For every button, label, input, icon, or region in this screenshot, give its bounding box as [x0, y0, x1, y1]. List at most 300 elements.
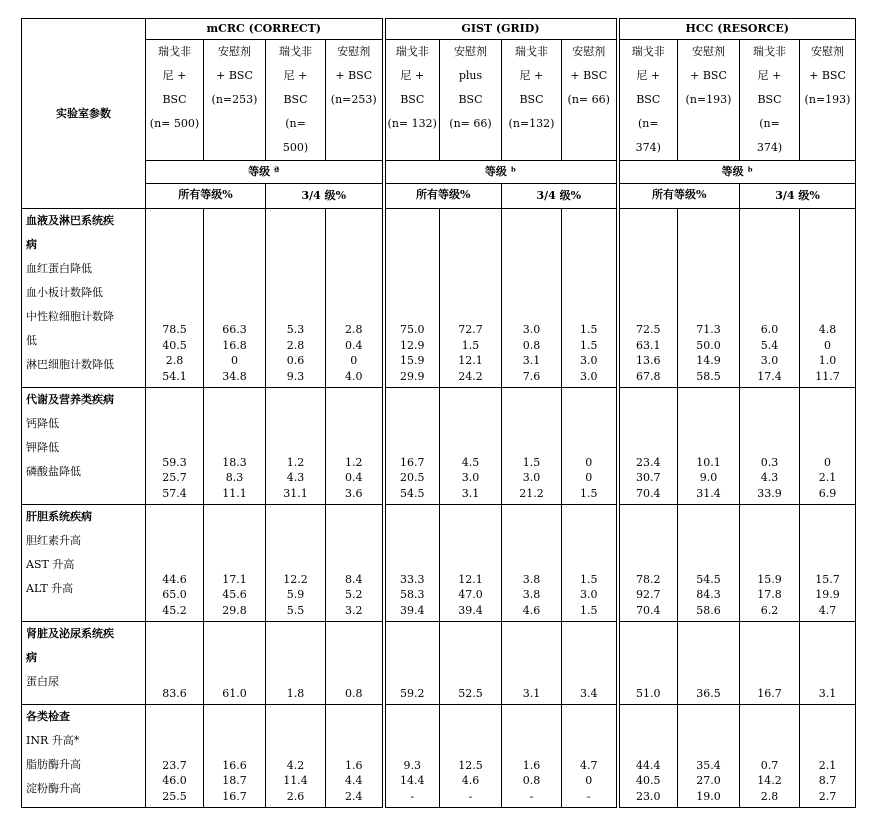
value-cell-1-5	[440, 388, 502, 505]
value: 66.3	[222, 323, 247, 336]
value-cell-4-11	[800, 705, 856, 808]
value-cell-1-1	[204, 388, 266, 505]
value: 5.5	[286, 603, 305, 617]
item-label: ALT 升高	[26, 582, 74, 595]
value: 1.5	[461, 338, 480, 352]
value: 3.2	[345, 603, 363, 617]
value: 0.8	[522, 774, 541, 787]
value: 59.3	[162, 455, 187, 469]
value: 0	[824, 338, 831, 352]
item-label: 淋巴细胞计数降低	[26, 358, 114, 371]
value: 16.6	[222, 758, 247, 772]
value: 20.5	[400, 471, 425, 484]
value: 50.0	[696, 338, 721, 352]
value-cell-1-6	[502, 388, 562, 505]
value: 16.7	[222, 789, 247, 803]
arm-line: BSC	[458, 93, 483, 106]
arm-line: 瑞戈非	[158, 45, 191, 58]
value: 5.4	[760, 338, 779, 352]
value: 2.8	[760, 789, 779, 803]
value-cell-1-11	[800, 388, 856, 505]
header-row-grade-split	[22, 184, 856, 209]
arm-line: + BSC	[809, 69, 846, 82]
arm-line: 374)	[635, 141, 661, 154]
value: 8.4	[345, 572, 363, 586]
value: 31.4	[696, 486, 721, 500]
arm-line: (n=	[637, 117, 659, 130]
value-cell-2-11	[800, 505, 856, 622]
arm-line: 尼 +	[162, 69, 187, 82]
value: 23.4	[636, 455, 661, 469]
value: 23.7	[162, 758, 187, 772]
value-cell-3-7	[562, 622, 618, 705]
arm-cell-1-3	[562, 40, 618, 161]
value-cell-2-8	[618, 505, 678, 622]
item-label: 低	[26, 334, 37, 347]
value: 78.2	[636, 572, 661, 586]
value-cell-3-11	[800, 622, 856, 705]
value: 35.4	[696, 758, 721, 772]
value: 0.4	[345, 471, 363, 484]
value-cell-0-10	[740, 209, 800, 388]
value: 72.5	[636, 323, 661, 336]
value-cell-3-3	[326, 622, 384, 705]
value: 18.7	[222, 774, 247, 787]
table-body	[22, 209, 856, 808]
value: 67.8	[636, 369, 661, 383]
value: 0	[585, 455, 593, 469]
value: 31.1	[283, 486, 308, 500]
value: 57.4	[162, 486, 187, 500]
value-cell-0-6	[502, 209, 562, 388]
value: 29.9	[400, 369, 425, 383]
value: 19.9	[815, 588, 840, 601]
value: 3.0	[522, 471, 541, 484]
value: 16.8	[222, 338, 247, 352]
value: 4.4	[345, 774, 363, 787]
value: 6.9	[818, 486, 837, 500]
value: 8.3	[225, 471, 244, 484]
value: 9.0	[699, 471, 718, 484]
study-title-0: mCRC (CORRECT)	[146, 19, 384, 40]
value-cell-2-5	[440, 505, 502, 622]
arm-cell-1-0	[384, 40, 440, 161]
value: 17.8	[757, 588, 782, 601]
value: 3.1	[461, 486, 480, 500]
value: 24.2	[458, 369, 483, 383]
value-cell-4-5	[440, 705, 502, 808]
value: 84.3	[696, 588, 721, 601]
arm-line: BSC	[636, 93, 661, 106]
arm-line: (n= 132)	[387, 117, 437, 130]
arm-line: BSC	[757, 93, 782, 106]
value: 33.3	[400, 572, 425, 586]
value: 5.3	[286, 323, 305, 336]
item-label: 中性粒细胞计数降	[26, 310, 114, 323]
value: 45.2	[162, 603, 187, 617]
value: 54.1	[162, 369, 187, 383]
value: 1.2	[345, 455, 363, 469]
value: 0.7	[760, 758, 779, 772]
value: 0.6	[286, 354, 305, 367]
value: 4.6	[461, 774, 480, 787]
value: 0.3	[760, 455, 779, 469]
value: 70.4	[636, 603, 661, 617]
value: 83.6	[162, 686, 187, 700]
value: 51.0	[636, 686, 661, 700]
value-cell-0-9	[678, 209, 740, 388]
value: 16.7	[400, 455, 425, 469]
section-title: 各类检查	[26, 710, 70, 723]
value: 4.3	[760, 471, 779, 484]
value: 36.5	[696, 686, 721, 700]
arm-line: 瑞戈非	[753, 45, 786, 58]
value-cell-0-7	[562, 209, 618, 388]
arm-line: 瑞戈非	[395, 45, 429, 58]
study-title-2: HCC (RESORCE)	[618, 19, 856, 40]
arm-cell-0-0	[146, 40, 204, 161]
value: 1.6	[345, 758, 363, 772]
section-row-4	[22, 705, 856, 808]
value: 12.1	[458, 572, 483, 586]
arm-cell-2-0	[618, 40, 678, 161]
section-label-cell-1	[22, 388, 146, 505]
value: 29.8	[222, 603, 247, 617]
value-cell-1-9	[678, 388, 740, 505]
header-row-grade	[22, 161, 856, 184]
value-cell-3-9	[678, 622, 740, 705]
arm-line: 安慰剂	[337, 45, 371, 58]
all-grades-0: 所有等级%	[146, 184, 266, 209]
arm-cell-0-2	[266, 40, 326, 161]
arm-line: plus	[458, 69, 483, 82]
section-title: 代谢及营养类疾病	[26, 393, 114, 406]
value-cell-1-4	[384, 388, 440, 505]
value: 59.2	[400, 686, 425, 700]
value-cell-0-1	[204, 209, 266, 388]
value: 1.8	[286, 686, 305, 700]
value: 4.7	[818, 603, 837, 617]
value: 1.5	[580, 572, 598, 586]
value-cell-2-10	[740, 505, 800, 622]
item-label: 蛋白尿	[26, 675, 59, 688]
value: 1.6	[522, 758, 541, 772]
value: 0.4	[345, 338, 363, 352]
section-label-cell-2	[22, 505, 146, 622]
value-cell-4-6	[502, 705, 562, 808]
all-grades-1: 所有等级%	[384, 184, 502, 209]
value-cell-0-3	[326, 209, 384, 388]
value: 54.5	[400, 486, 425, 500]
section-title: 病	[26, 238, 37, 251]
value: 47.0	[458, 588, 483, 601]
value: 6.0	[760, 323, 779, 336]
value: 7.6	[522, 369, 541, 383]
section-label-cell-4	[22, 705, 146, 808]
value-cell-1-7	[562, 388, 618, 505]
grade-label-0: 等级 ª	[146, 161, 384, 184]
section-label-cell-3	[22, 622, 146, 705]
arm-line: 尼 +	[519, 69, 544, 82]
value: 15.7	[815, 572, 840, 586]
value-cell-3-6	[502, 622, 562, 705]
study-title-1: GIST (GRID)	[384, 19, 618, 40]
value: 5.2	[345, 588, 363, 601]
value-cell-2-3	[326, 505, 384, 622]
value: 5.9	[286, 588, 305, 601]
item-label: AST 升高	[26, 558, 75, 571]
value: 2.8	[165, 354, 184, 367]
section-row-0	[22, 209, 856, 388]
value: 3.8	[522, 588, 541, 601]
grade34-0: 3/4 级%	[266, 184, 384, 209]
table-header	[22, 19, 856, 209]
value: 27.0	[696, 774, 721, 787]
value: 4.5	[461, 455, 480, 469]
arm-line: 瑞戈非	[515, 45, 548, 58]
section-row-1	[22, 388, 856, 505]
value: 12.1	[458, 354, 483, 367]
value: 92.7	[636, 588, 661, 601]
value-cell-4-9	[678, 705, 740, 808]
value-cell-2-9	[678, 505, 740, 622]
value: 2.8	[345, 323, 363, 336]
value: 58.6	[696, 603, 721, 617]
arm-line: 500)	[282, 141, 309, 154]
arm-cell-1-2	[502, 40, 562, 161]
arm-line: 尼 +	[283, 69, 308, 82]
value: 3.8	[522, 572, 541, 586]
value: 3.1	[522, 354, 541, 367]
item-label: 脂肪酶升高	[26, 758, 81, 771]
value-cell-3-8	[618, 622, 678, 705]
arm-line: + BSC	[216, 69, 253, 82]
value: 21.2	[519, 486, 544, 500]
value-cell-3-10	[740, 622, 800, 705]
value: 14.2	[757, 774, 782, 787]
arm-line: (n=253)	[330, 93, 377, 106]
value-cell-2-7	[562, 505, 618, 622]
value: 2.8	[286, 338, 305, 352]
value-cell-0-8	[618, 209, 678, 388]
value-cell-4-7	[562, 705, 618, 808]
value: 1.2	[286, 455, 305, 469]
arm-cell-1-1	[440, 40, 502, 161]
value: 12.2	[283, 572, 308, 586]
arm-line: (n=	[759, 117, 780, 130]
value: 4.8	[818, 323, 837, 336]
value: 1.5	[580, 323, 598, 336]
arm-cell-2-1	[678, 40, 740, 161]
arm-line: 374)	[756, 141, 783, 154]
value: 44.4	[636, 758, 661, 772]
value: 1.0	[818, 354, 837, 367]
value-cell-1-8	[618, 388, 678, 505]
value: 17.4	[757, 369, 782, 383]
value-cell-0-11	[800, 209, 856, 388]
value: 9.3	[403, 758, 421, 772]
section-title: 肾脏及泌尿系统疾	[26, 627, 114, 640]
value-cell-1-0	[146, 388, 204, 505]
arm-line: 瑞戈非	[631, 45, 665, 58]
value: 0.8	[522, 338, 541, 352]
value: -	[586, 789, 591, 803]
value: 58.5	[696, 369, 721, 383]
section-title: 病	[26, 651, 37, 664]
value: -	[529, 789, 534, 803]
param-header-cell: 实验室参数	[22, 19, 146, 209]
value: 17.1	[222, 572, 247, 586]
value: 3.4	[580, 686, 598, 700]
value: 1.5	[580, 338, 598, 352]
value: 1.5	[522, 455, 541, 469]
value: 46.0	[162, 774, 187, 787]
value: 1.5	[580, 603, 598, 617]
value: 0	[350, 354, 358, 367]
value: 4.3	[286, 471, 305, 484]
value: 9.3	[286, 369, 305, 383]
value: 1.5	[580, 486, 598, 500]
value: 2.4	[345, 789, 363, 803]
value-cell-1-3	[326, 388, 384, 505]
grade34-1: 3/4 级%	[502, 184, 618, 209]
value: 2.1	[818, 758, 837, 772]
section-title: 血液及淋巴系统疾	[26, 214, 114, 227]
arm-line: (n= 66)	[567, 93, 610, 106]
value-cell-3-2	[266, 622, 326, 705]
value: 34.8	[222, 369, 247, 383]
arm-line: 瑞戈非	[279, 45, 312, 58]
value: 4.6	[522, 603, 541, 617]
value: 70.4	[636, 486, 661, 500]
arm-cell-0-1	[204, 40, 266, 161]
value: 0	[231, 354, 238, 367]
value-cell-4-8	[618, 705, 678, 808]
value: 18.3	[222, 455, 247, 469]
value: 39.4	[400, 603, 425, 617]
value: -	[468, 789, 473, 803]
value: 2.7	[818, 789, 837, 803]
arm-line: + BSC	[335, 69, 373, 82]
value: 19.0	[696, 789, 721, 803]
arm-cell-2-2	[740, 40, 800, 161]
value: 61.0	[222, 686, 247, 700]
grade34-2: 3/4 级%	[740, 184, 856, 209]
value: 3.0	[461, 471, 480, 484]
value: 3.6	[345, 486, 363, 500]
value: 3.1	[522, 686, 541, 700]
all-grades-2: 所有等级%	[618, 184, 740, 209]
header-row-arms	[22, 40, 856, 161]
arm-line: BSC	[283, 93, 308, 106]
grade-label-2: 等级 ᵇ	[618, 161, 856, 184]
arm-line: BSC	[519, 93, 544, 106]
arm-line: (n=193)	[685, 93, 732, 106]
arm-cell-0-3	[326, 40, 384, 161]
value: 16.7	[757, 686, 782, 700]
arm-line: 安慰剂	[572, 45, 606, 58]
value-cell-1-10	[740, 388, 800, 505]
arm-line: (n=193)	[804, 93, 851, 106]
arm-line: BSC	[400, 93, 425, 106]
value: 12.9	[400, 338, 425, 352]
arm-cell-2-3	[800, 40, 856, 161]
value: 3.1	[818, 686, 837, 700]
value: 3.0	[522, 323, 541, 336]
value: 14.4	[400, 774, 425, 787]
value-cell-2-6	[502, 505, 562, 622]
value: 78.5	[162, 323, 187, 336]
value-cell-4-1	[204, 705, 266, 808]
value: 0.8	[345, 686, 363, 700]
value: -	[410, 789, 415, 803]
grade-label-1: 等级 ᵇ	[384, 161, 618, 184]
value: 65.0	[162, 588, 187, 601]
arm-line: (n=	[285, 117, 306, 130]
value: 45.6	[222, 588, 247, 601]
item-label: 钙降低	[26, 417, 59, 430]
arm-line: 尼 +	[636, 69, 661, 82]
value: 11.7	[815, 369, 840, 383]
value: 10.1	[696, 455, 721, 469]
item-label: 血红蛋白降低	[26, 262, 92, 275]
value: 3.0	[580, 354, 598, 367]
value: 23.0	[636, 789, 661, 803]
value: 44.6	[162, 572, 187, 586]
value: 4.0	[345, 369, 363, 383]
value-cell-0-5	[440, 209, 502, 388]
value-cell-4-3	[326, 705, 384, 808]
section-label-cell-0	[22, 209, 146, 388]
arm-line: 尼 +	[757, 69, 782, 82]
value: 11.1	[222, 486, 247, 500]
value: 11.4	[283, 774, 308, 787]
arm-line: (n= 66)	[449, 117, 492, 130]
value: 15.9	[400, 354, 425, 367]
value: 3.0	[760, 354, 779, 367]
value-cell-2-0	[146, 505, 204, 622]
lab-parameters-table	[21, 18, 856, 808]
value-cell-4-4	[384, 705, 440, 808]
value-cell-2-2	[266, 505, 326, 622]
arm-line: 安慰剂	[454, 45, 487, 58]
value-cell-0-4	[384, 209, 440, 388]
section-row-3	[22, 622, 856, 705]
lab-table-container	[21, 18, 856, 808]
value: 3.0	[580, 369, 598, 383]
section-title: 肝胆系统疾病	[26, 510, 92, 523]
value-cell-4-2	[266, 705, 326, 808]
value: 2.6	[286, 789, 305, 803]
item-label: 血小板计数降低	[26, 286, 103, 299]
item-label: 胆红素升高	[26, 534, 81, 547]
value: 33.9	[757, 486, 782, 500]
item-label: 钾降低	[26, 441, 59, 454]
value: 6.2	[760, 603, 779, 617]
value: 13.6	[636, 354, 661, 367]
header-row-studies	[22, 19, 856, 40]
value: 54.5	[696, 572, 721, 586]
arm-line: BSC	[162, 93, 187, 106]
value-cell-3-1	[204, 622, 266, 705]
value: 2.1	[818, 471, 837, 484]
value: 8.7	[818, 774, 837, 787]
arm-line: (n=253)	[211, 93, 258, 106]
value: 15.9	[757, 572, 782, 586]
value: 40.5	[636, 774, 661, 787]
value: 4.2	[286, 758, 305, 772]
value: 4.7	[580, 758, 598, 772]
